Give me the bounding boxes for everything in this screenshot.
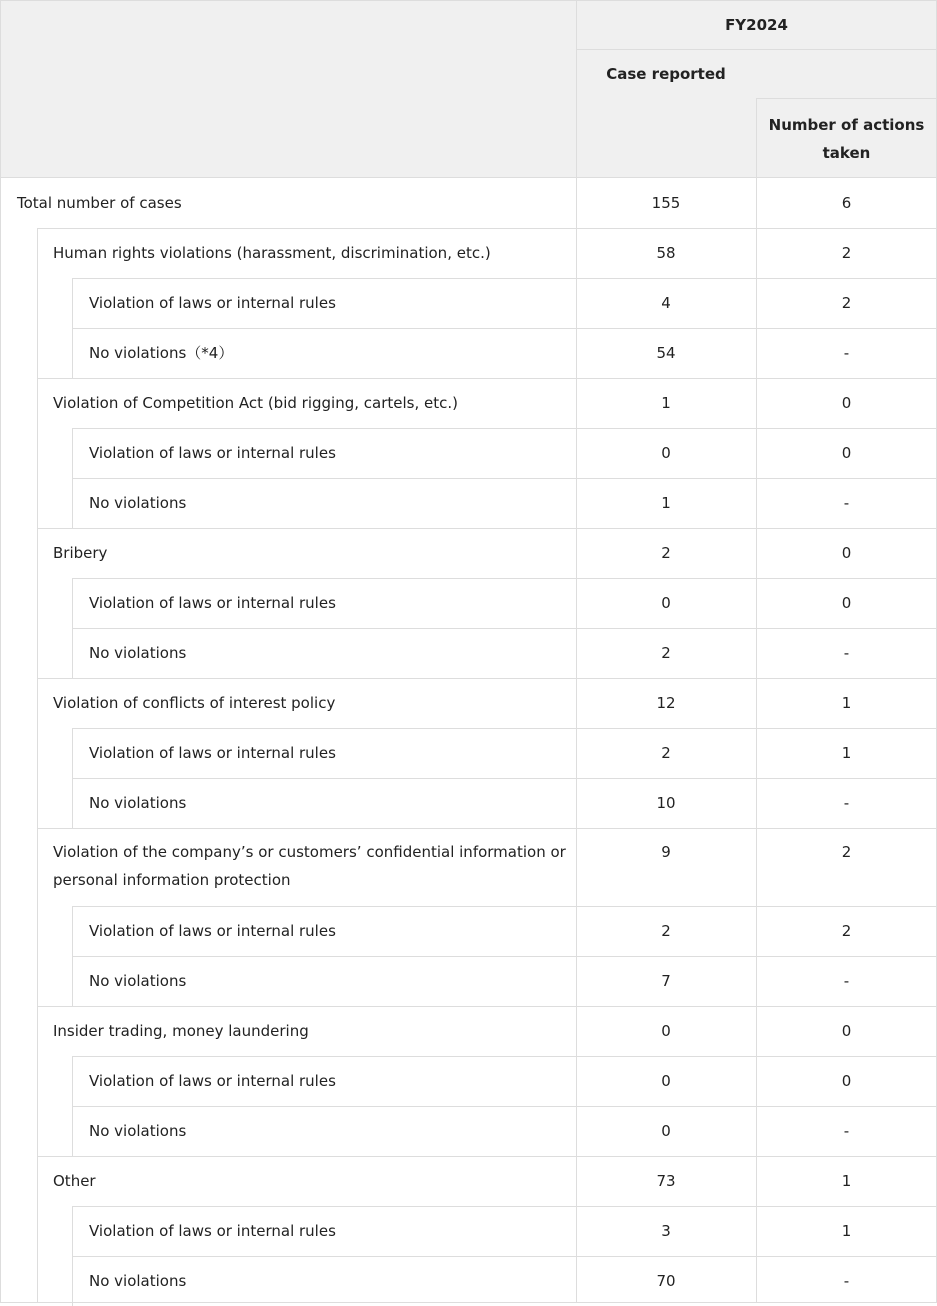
category-reported: 12	[656, 694, 676, 712]
subcategory-label: No violations	[89, 1272, 187, 1290]
subcategory-reported: 3	[661, 1222, 671, 1240]
grid-line	[72, 278, 73, 378]
subcategory-actions: 2	[841, 922, 852, 940]
grid-line	[37, 1156, 937, 1157]
category-label: Violation of Competition Act (bid rigging, cartels, etc.)	[53, 394, 458, 412]
grid-line	[72, 578, 73, 678]
subcategory-reported: 2	[661, 922, 671, 940]
subcategory-actions: -	[843, 344, 850, 362]
subcategory-reported: 70	[656, 1272, 676, 1290]
total-actions: 6	[841, 194, 852, 212]
grid-line	[72, 728, 937, 729]
grid-line	[72, 428, 937, 429]
header-case-reported: Case reported	[606, 65, 726, 83]
grid-line	[576, 49, 937, 50]
category-actions: 1	[841, 694, 852, 712]
subcategory-label: No violations	[89, 794, 187, 812]
grid-line	[37, 228, 38, 1303]
grid-line	[72, 906, 73, 1006]
grid-line	[72, 478, 937, 479]
grid-line	[72, 278, 937, 279]
subcategory-label: Violation of laws or internal rules	[89, 744, 336, 762]
grid-line	[756, 98, 757, 1303]
grid-line	[37, 678, 937, 679]
grid-line	[72, 628, 937, 629]
category-actions: 0	[841, 1022, 852, 1040]
grid-line	[37, 828, 937, 829]
grid-line	[72, 1206, 73, 1306]
subcategory-reported: 0	[661, 444, 671, 462]
subcategory-label: Violation of laws or internal rules	[89, 594, 336, 612]
subcategory-label: Violation of laws or internal rules	[89, 294, 336, 312]
grid-line	[72, 1056, 937, 1057]
subcategory-actions: -	[843, 794, 850, 812]
grid-line	[37, 378, 937, 379]
grid-line	[72, 1106, 937, 1107]
category-label: Violation of the company’s or customers’ confidential information or personal information protection	[53, 843, 566, 889]
category-reported: 9	[661, 843, 671, 861]
grid-line	[37, 228, 937, 229]
category-label: Insider trading, money laundering	[53, 1022, 309, 1040]
grid-line	[72, 1256, 937, 1257]
category-label: Violation of conflicts of interest policy	[53, 694, 336, 712]
subcategory-label: No violations	[89, 644, 187, 662]
subcategory-reported: 54	[656, 344, 676, 362]
category-actions: 0	[841, 544, 852, 562]
subcategory-reported: 10	[656, 794, 676, 812]
subcategory-label: No violations	[89, 972, 187, 990]
header-actions-taken: Number of actions taken	[768, 115, 925, 162]
subcategory-actions: 1	[841, 744, 852, 762]
category-actions: 2	[841, 843, 852, 861]
category-reported: 1	[661, 394, 671, 412]
subcategory-actions: -	[843, 972, 850, 990]
subcategory-label: No violations	[89, 1122, 187, 1140]
category-label: Other	[53, 1172, 96, 1190]
category-actions: 2	[841, 244, 852, 262]
grid-line	[72, 1206, 937, 1207]
subcategory-label: No violations	[89, 494, 187, 512]
category-reported: 2	[661, 544, 671, 562]
category-label: Bribery	[53, 544, 108, 562]
header-period: FY2024	[725, 16, 788, 34]
grid-line	[0, 177, 937, 178]
subcategory-label: Violation of laws or internal rules	[89, 444, 336, 462]
subcategory-actions: -	[843, 494, 850, 512]
subcategory-label: Violation of laws or internal rules	[89, 922, 336, 940]
grid-line	[0, 0, 937, 1]
category-reported: 73	[656, 1172, 676, 1190]
grid-line	[72, 428, 73, 528]
grid-line	[72, 956, 937, 957]
subcategory-actions: 0	[841, 594, 852, 612]
subcategory-reported: 2	[661, 744, 671, 762]
grid-line	[0, 0, 1, 1303]
grid-line	[37, 528, 937, 529]
subcategory-reported: 1	[661, 494, 671, 512]
total-reported: 155	[651, 194, 681, 212]
total-label: Total number of cases	[17, 194, 182, 212]
subcategory-label: Violation of laws or internal rules	[89, 1072, 336, 1090]
category-actions: 1	[841, 1172, 852, 1190]
subcategory-reported: 0	[661, 1122, 671, 1140]
category-reported: 0	[661, 1022, 671, 1040]
grid-line	[756, 98, 937, 99]
category-actions: 0	[841, 394, 852, 412]
subcategory-actions: 0	[841, 444, 852, 462]
subcategory-actions: -	[843, 644, 850, 662]
subcategory-reported: 0	[661, 1072, 671, 1090]
grid-line	[576, 0, 577, 1303]
grid-line	[72, 906, 937, 907]
grid-line	[72, 728, 73, 828]
grid-line	[37, 1006, 937, 1007]
grid-line	[72, 778, 937, 779]
subcategory-actions: -	[843, 1122, 850, 1140]
subcategory-actions: 2	[841, 294, 852, 312]
subcategory-actions: -	[843, 1272, 850, 1290]
subcategory-actions: 1	[841, 1222, 852, 1240]
grid-line	[72, 328, 937, 329]
subcategory-reported: 4	[661, 294, 671, 312]
subcategory-reported: 7	[661, 972, 671, 990]
subcategory-label: Violation of laws or internal rules	[89, 1222, 336, 1240]
grid-line	[72, 578, 937, 579]
category-reported: 58	[656, 244, 676, 262]
subcategory-actions: 0	[841, 1072, 852, 1090]
category-label: Human rights violations (harassment, discrimination, etc.)	[53, 244, 491, 262]
subcategory-label: No violations（*4）	[89, 344, 234, 362]
grid-line	[72, 1056, 73, 1156]
subcategory-reported: 0	[661, 594, 671, 612]
subcategory-reported: 2	[661, 644, 671, 662]
